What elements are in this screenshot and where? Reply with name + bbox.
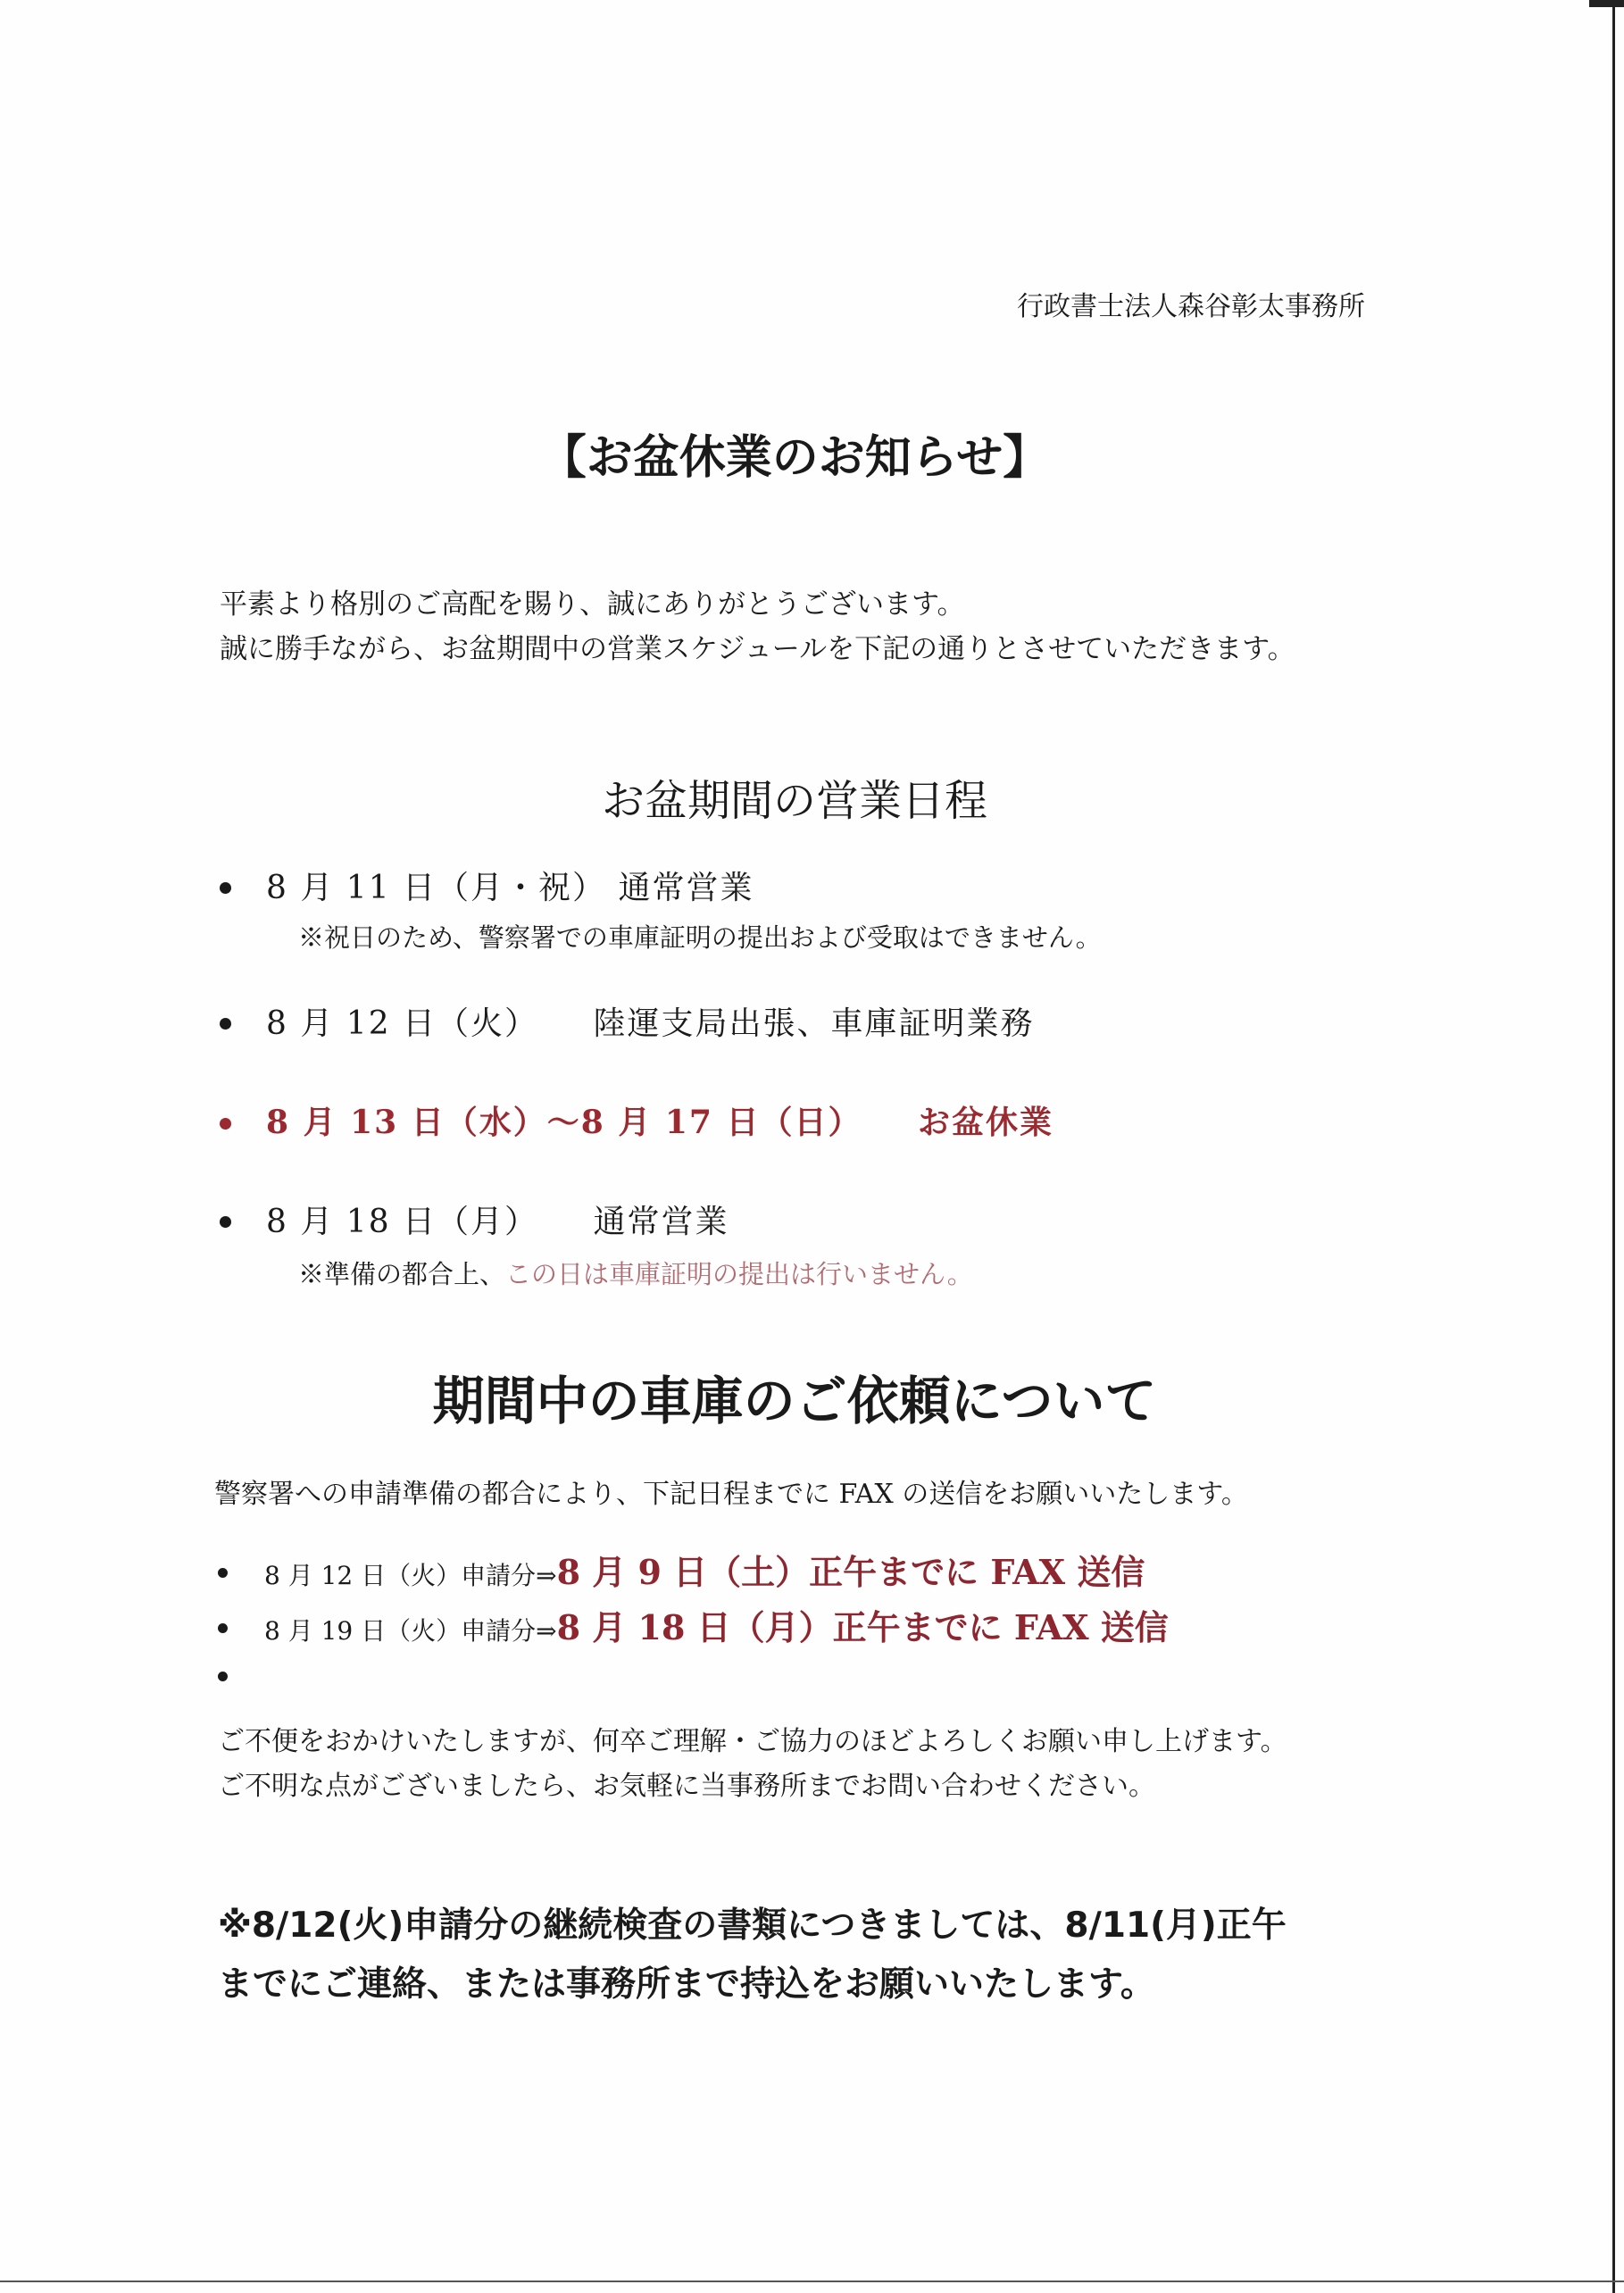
page-title: 【お盆休業のお知らせ】: [539, 430, 1050, 485]
bullet-icon: [220, 1018, 231, 1030]
scan-edge-right: [1612, 0, 1615, 2293]
note-prefix: ※準備の都合上、: [298, 1259, 506, 1289]
schedule-date: 8 月 18 日（月）: [266, 1204, 539, 1240]
garage-request-heading: 期間中の車庫のご依頼について: [432, 1371, 1157, 1431]
schedule-status: お盆休業: [918, 1104, 1054, 1141]
bullet-icon: [218, 1568, 228, 1578]
bullet-icon: [220, 882, 231, 894]
schedule-note-1: ※祝日のため、警察署での車庫証明の提出および受取はできません。: [298, 922, 1102, 953]
request-deadline: 8 月 9 日（土）正午までに FAX 送信: [556, 1552, 1145, 1592]
greeting-line-2: 誠に勝手ながら、お盆期間中の営業スケジュールを下記の通りとさせていただきます。: [220, 633, 1295, 665]
schedule-heading: お盆期間の営業日程: [601, 776, 987, 826]
request-item-1: [264, 1545, 1145, 1594]
schedule-date: 8 月 11 日（月・祝）: [266, 870, 607, 906]
schedule-date: 8 月 13 日（水）～8 月 17 日（日）: [266, 1104, 862, 1141]
greeting-line-1: 平素より格別のご高配を賜り、誠にありがとうございます。: [220, 588, 965, 621]
closing-line-1: ご不便をおかけいたしますが、何卒ご理解・ご協力のほどよろしくお願い申し上げます。: [218, 1726, 1287, 1757]
schedule-item-1: [266, 863, 754, 908]
schedule-item-4: [266, 1197, 729, 1242]
schedule-item-3: [266, 1097, 1054, 1143]
schedule-note-4: [298, 1255, 973, 1291]
garage-request-intro: 警察署への申請準備の都合により、下記日程までに FAX の送信をお願いいたします。: [214, 1479, 1248, 1510]
request-label: 8 月 19 日（火）申請分⇒: [264, 1616, 557, 1646]
schedule-date: 8 月 12 日（火）: [266, 1005, 539, 1042]
request-deadline: 8 月 18 日（月）正午までに FAX 送信: [556, 1607, 1169, 1647]
request-label: 8 月 12 日（火）申請分⇒: [264, 1561, 557, 1590]
request-item-2: [264, 1600, 1169, 1649]
greeting-paragraph: [220, 582, 1295, 671]
schedule-status: 陸運支局出張、車庫証明業務: [593, 1005, 1035, 1042]
note-highlight: この日は車庫証明の提出は行いません。: [505, 1259, 973, 1289]
closing-paragraph: [218, 1720, 1287, 1809]
scan-edge-top: [1589, 0, 1624, 7]
scan-edge-bottom: [0, 2280, 1624, 2282]
schedule-status: 通常営業: [593, 1204, 729, 1240]
bullet-icon: [220, 1216, 231, 1228]
schedule-status: 通常営業: [618, 870, 754, 906]
final-note: [218, 1897, 1287, 2014]
final-note-line-2: までにご連絡、または事務所まで持込をお願いいたします。: [218, 1964, 1155, 2005]
bullet-icon: [218, 1623, 228, 1633]
final-note-line-1: ※8/12(火)申請分の継続検査の書類につきましては、8/11(月)正午: [218, 1905, 1287, 1946]
schedule-item-2: [266, 998, 1035, 1044]
sender-name: 行政書士法人森谷彰太事務所: [1017, 291, 1365, 322]
closing-line-2: ご不明な点がございましたら、お気軽に当事務所までお問い合わせください。: [218, 1771, 1155, 1802]
bullet-icon: [220, 1118, 231, 1130]
bullet-icon: [218, 1672, 228, 1681]
